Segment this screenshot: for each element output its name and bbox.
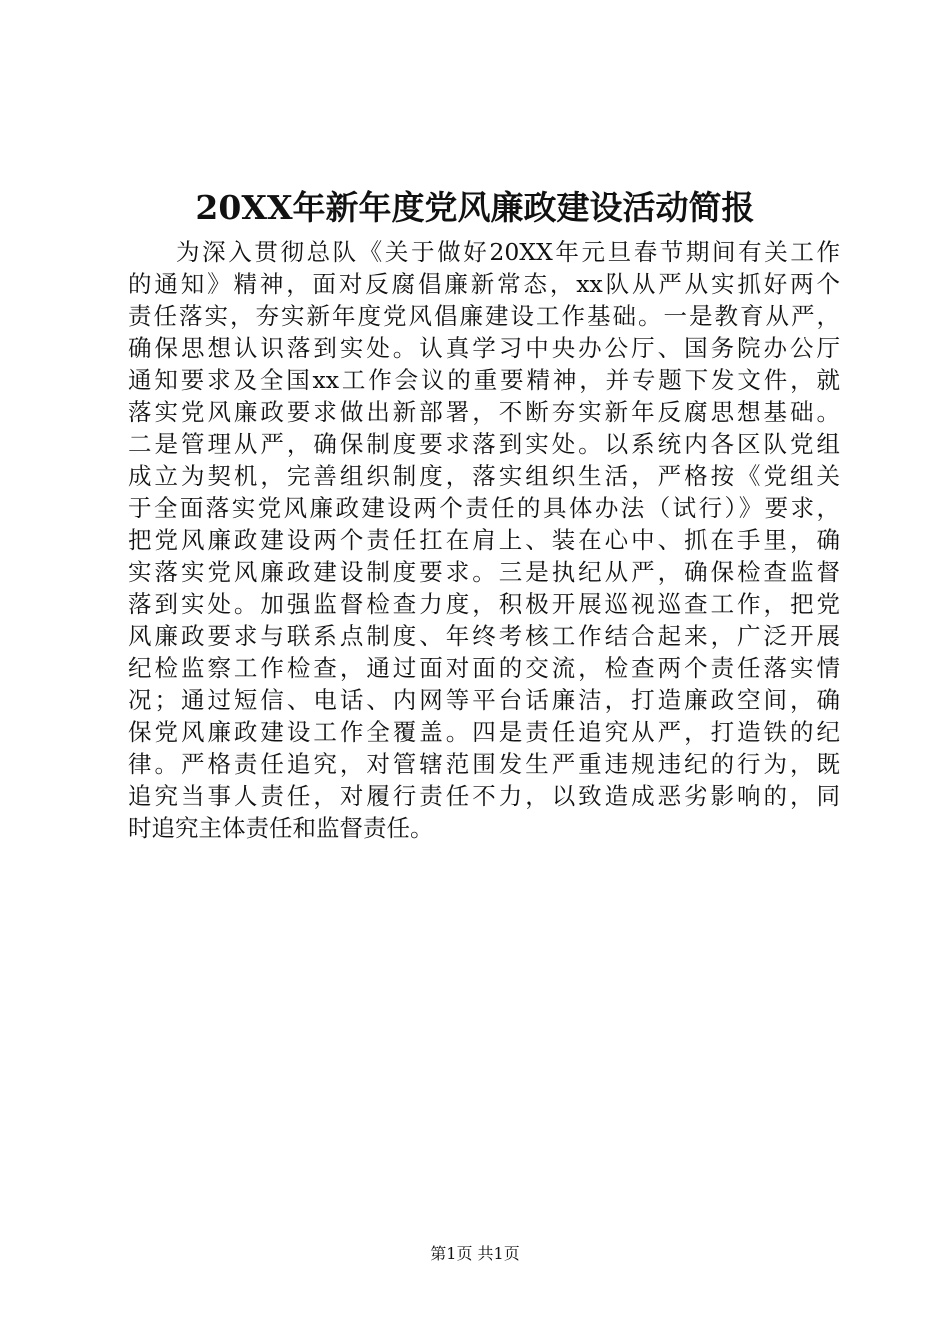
body-line: 确保思想认识落到实处。认真学习中央办公厅、国务院办公厅 [128,334,840,362]
body-line: 落到实处。加强监督检查力度，积极开展巡视巡查工作，把党 [128,590,840,618]
body-line: 落实党风廉政要求做出新部署，不断夯实新年反腐思想基础。 [128,398,840,426]
body-line: 成立为契机，完善组织制度，落实组织生活，严格按《党组关 [128,462,840,490]
body-line: 的通知》精神，面对反腐倡廉新常态，xx队从严从实抓好两个 [128,270,840,298]
body-line: 于全面落实党风廉政建设两个责任的具体办法（试行）》要求， [128,494,840,522]
body-line: 时追究主体责任和监督责任。 [128,814,434,842]
body-line: 保党风廉政建设工作全覆盖。四是责任追究从严，打造铁的纪 [128,718,840,746]
body-line: 通知要求及全国xx工作会议的重要精神，并专题下发文件，就 [128,366,840,394]
document-body [128,236,840,844]
body-line: 律。严格责任追究，对管辖范围发生严重违规违纪的行为，既 [128,750,840,778]
body-line: 把党风廉政建设两个责任扛在肩上、装在心中、抓在手里，确 [128,526,840,554]
body-line: 责任落实，夯实新年度党风倡廉建设工作基础。一是教育从严， [128,302,840,330]
body-line: 实落实党风廉政建设制度要求。三是执纪从严，确保检查监督 [128,558,840,586]
body-line: 风廉政要求与联系点制度、年终考核工作结合起来，广泛开展 [128,622,840,650]
body-line: 二是管理从严，确保制度要求落到实处。以系统内各区队党组 [128,430,840,458]
document-title: 20XX年新年度党风廉政建设活动简报 [195,188,755,227]
body-line: 追究当事人责任，对履行责任不力，以致造成恶劣影响的，同 [128,782,840,810]
body-line: 为深入贯彻总队《关于做好20XX年元旦春节期间有关工作 [176,238,840,266]
body-line: 纪检监察工作检查，通过面对面的交流，检查两个责任落实情 [128,654,840,682]
body-line: 况；通过短信、电话、内网等平台话廉洁，打造廉政空间，确 [128,686,840,714]
page-footer: 第1页 共1页 [430,1244,520,1263]
